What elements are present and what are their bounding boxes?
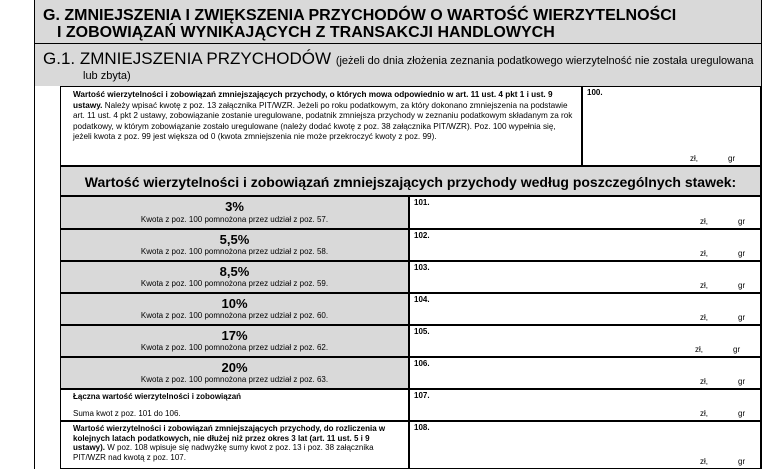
rate-value: 8,5% <box>219 264 250 279</box>
field-106-input[interactable] <box>409 357 761 389</box>
field-100-desc-rest: Należy wpisać kwotę z poz. 13 załącznika PIT/WZR. Jeżeli po roku podatkowym, za który dokonano zmniejszenia na podstawie art. 11 ust. 4 pkt 2 ustawy, zobowiązanie zostanie uregulowane, podatnik zmniejsza przychody w zeznaniu podatkowym składanym za rok podatkowy, w którym zobowiązanie zostało uregulowane (należy dodać kwotę z poz. 38 załącznika PIT/WZR). Poz. 100 wypełnia się, jeżeli kwota z poz. 99 jest większa od 0 (kwota zmniejszenia nie może przekroczyć kwoty z poz. 99). <box>73 100 573 142</box>
rate-value: 17% <box>221 328 248 343</box>
field-107-gr: gr <box>738 409 746 418</box>
field-107-description <box>60 389 409 421</box>
rate-description: Kwota z poz. 100 pomnożona przez udział z poz. 59. <box>140 279 329 288</box>
field-107-zl: zł, <box>700 409 708 418</box>
rate-value: 10% <box>221 296 248 311</box>
field-107-input[interactable] <box>409 389 761 421</box>
field-107-title: Łączna wartość wierzytelności i zobowiązań <box>73 392 242 401</box>
field-103-input[interactable] <box>409 261 761 293</box>
field-102-input[interactable] <box>409 229 761 261</box>
field-108-description <box>60 421 409 469</box>
field-101-input[interactable] <box>409 196 761 229</box>
field-100-number: 100. <box>587 88 603 97</box>
rate-description: Kwota z poz. 100 pomnożona przez udział z poz. 63. <box>140 375 329 384</box>
field-106-zl: zł, <box>700 377 708 386</box>
field-105-input[interactable] <box>409 325 761 357</box>
subsection-title: G.1. ZMNIEJSZENIA PRZYCHODÓW <box>43 49 332 68</box>
rate-row-label <box>60 293 409 325</box>
field-104-gr: gr <box>738 313 746 322</box>
field-106-number: 106. <box>414 359 430 368</box>
field-100-gr: gr <box>728 154 736 163</box>
field-108-input[interactable] <box>409 421 761 469</box>
field-106-gr: gr <box>738 377 746 386</box>
field-103-gr: gr <box>738 281 746 290</box>
rate-row-label <box>60 325 409 357</box>
rate-description: Kwota z poz. 100 pomnożona przez udział z poz. 60. <box>140 311 329 320</box>
field-102-number: 102. <box>414 231 430 240</box>
subsection-note: (jeżeli do dnia złożenia zeznania podatkowego wierzytelność nie została uregulowana <box>335 55 754 67</box>
rate-value: 3% <box>225 199 244 214</box>
rate-value: 5,5% <box>219 232 250 247</box>
rate-description: Kwota z poz. 100 pomnożona przez udział z poz. 57. <box>140 215 329 224</box>
rate-description: Kwota z poz. 100 pomnożona przez udział z poz. 62. <box>140 343 329 352</box>
rates-band-title: Wartość wierzytelności i zobowiązań zmniejszających przychody według poszczególnych stawek: <box>84 174 737 190</box>
field-102-zl: zł, <box>700 249 708 258</box>
field-108-number: 108. <box>414 423 430 432</box>
section-header <box>35 0 761 44</box>
field-100-zl: zł, <box>690 154 698 163</box>
field-104-zl: zł, <box>700 313 708 322</box>
field-107-number: 107. <box>414 391 430 400</box>
subsection-header <box>35 44 761 86</box>
field-100-desc-bold: Wartość wierzytelności i zobowiązań zmniejszających przychody, o których mowa odpowiednio w art. 11 ust. 4 pkt 1 i ust. 9 ustawy. <box>73 90 553 110</box>
field-108-zl: zł, <box>700 457 708 466</box>
field-104-number: 104. <box>414 295 430 304</box>
subsection-note-cont: lub zbyta) <box>83 70 131 82</box>
field-103-number: 103. <box>414 263 430 272</box>
field-100-input[interactable] <box>582 86 761 166</box>
field-104-input[interactable] <box>409 293 761 325</box>
rate-row-label <box>60 357 409 389</box>
field-107-desc: Suma kwot z poz. 101 do 106. <box>73 408 181 418</box>
field-105-gr: gr <box>733 345 741 354</box>
field-101-gr: gr <box>738 217 746 226</box>
field-105-number: 105. <box>414 327 430 336</box>
section-title-line1: G. ZMNIEJSZENIA I ZWIĘKSZENIA PRZYCHODÓW O WARTOŚĆ WIERZYTELNOŚCI <box>43 7 677 24</box>
rate-row-label <box>60 229 409 261</box>
rate-description: Kwota z poz. 100 pomnożona przez udział z poz. 58. <box>140 247 329 256</box>
field-102-gr: gr <box>738 249 746 258</box>
field-105-zl: zł, <box>695 345 703 354</box>
section-title-line2: I ZOBOWIĄZAŃ WYNIKAJĄCYCH Z TRANSAKCJI HANDLOWYCH <box>57 24 555 41</box>
rates-band <box>60 166 761 196</box>
rate-row-label <box>60 261 409 293</box>
field-108-desc-bold: Wartość wierzytelności i zobowiązań zmniejszających przychody, do rozliczenia w kolejnych latach podatkowych, nie dłużej niż przez okres 3 lat (art. 11 ust. 5 i 9 ustawy). <box>73 424 386 453</box>
field-103-zl: zł, <box>700 281 708 290</box>
field-108-desc-rest: W poz. 108 wpisuje się nadwyżkę sumy kwot z poz. 13 i poz. 38 załącznika PIT/WZR nad kwotą z poz. 107. <box>73 443 374 462</box>
field-100-description <box>60 86 582 166</box>
field-108-gr: gr <box>738 457 746 466</box>
rate-row-label <box>60 196 409 229</box>
field-101-number: 101. <box>414 198 430 207</box>
rate-value: 20% <box>221 360 248 375</box>
field-101-zl: zł, <box>700 217 708 226</box>
